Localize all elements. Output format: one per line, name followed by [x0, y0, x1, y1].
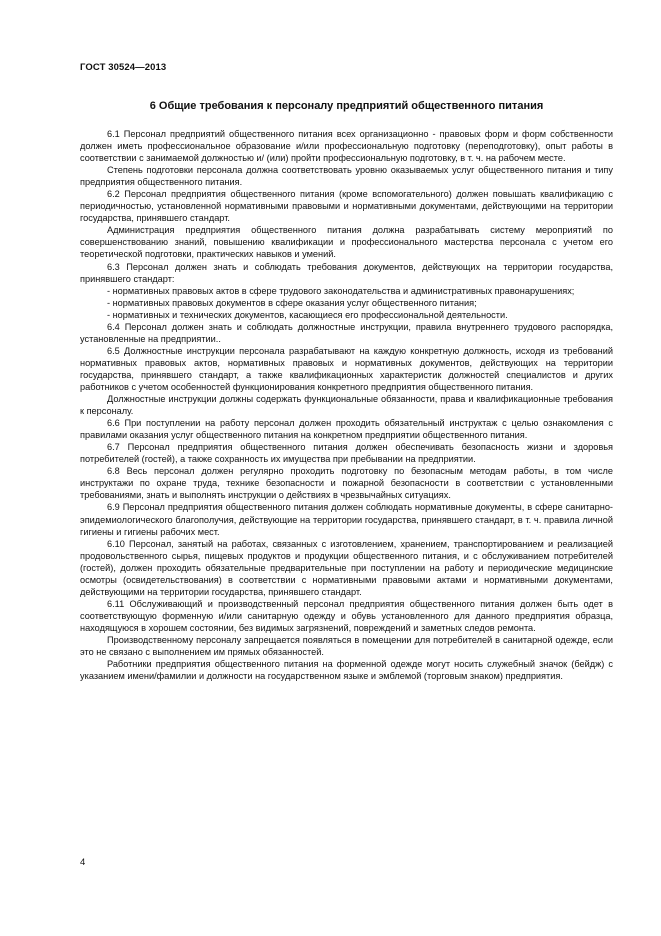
- list-item: - нормативных и технических документов, касающиеся его профессиональной деятельности.: [107, 309, 508, 320]
- paragraph: 6.10 Персонал, занятый на работах, связанных с изготовлением, хранением, транспортированием и реализацией продовольственного сырья, пищевых продуктов и продукции общественного питания, и с обслуживанием потребителей (гостей), должен проходить обязательные предварительные при поступлении на работу и периодические медицинские осмотры (освидетельствования) в соответствии с нормативными правовыми актами и нормативными документами, действующими на территории государства, принявшего стандарт.: [80, 538, 613, 597]
- paragraph: Производственному персоналу запрещается появляться в помещении для потребителей в санитарной одежде, если это не связано с выполнением им прямых обязанностей.: [80, 634, 613, 658]
- paragraph: Должностные инструкции должны содержать функциональные обязанности, права и квалификационные требования к персоналу.: [80, 394, 613, 417]
- paragraph: Степень подготовки персонала должна соответствовать уровню оказываемых услуг общественного питания и типу предприятия общественного питания.: [80, 165, 613, 188]
- paragraph: 6.5 Должностные инструкции персонала разрабатывают на каждую конкретную должность, исходя из требований нормативных правовых актов, нормативных правовых и нормативных документов, действующих на территории государства, принявшего стандарт, а также квалификационных характеристик должностей специалистов и других работников с учетом особенностей функционирования конкретного предприятия общественного питания.: [80, 345, 613, 392]
- paragraph: 6.1 Персонал предприятий общественного питания всех организационно - правовых форм и форм собственности должен иметь профессиональное образование и/или профессиональную подготовку (переподготовку), опыт работы в соответствии с занимаемой должностью и/ (или) пройти профессиональную подготовку, в т. ч. на рабочем месте.: [80, 129, 613, 164]
- list-item: - нормативных правовых документов в сфере оказания услуг общественного питания;: [107, 297, 477, 308]
- paragraph: 6.3 Персонал должен знать и соблюдать требования документов, действующих на территории государства, принявшего стандарт:: [80, 261, 613, 284]
- document-header: ГОСТ 30524—2013: [80, 62, 167, 73]
- paragraph: 6.7 Персонал предприятия общественного питания должен обеспечивать безопасность жизни и здоровья потребителей (гостей), а также сохранность их имущества при пребывании на предприятии.: [80, 442, 613, 465]
- paragraph: Администрация предприятия общественного питания должна разрабатывать систему мероприятий по совершенствованию знаний, повышению квалификации и профессионального мастерства персонала с учетом его теоретической подготовки, практических навыков и умений.: [80, 225, 613, 260]
- paragraph: 6.11 Обслуживающий и производственный персонал предприятия общественного питания должен быть одет в соответствующую форменную и/или санитарную одежду и обувь установленного для данного предприятия образца, находящуюся в хорошем состоянии, без видимых загрязнений, повреждений и заметных следов ремонта.: [80, 598, 613, 633]
- paragraph: 6.9 Персонал предприятия общественного питания должен соблюдать нормативные документы, в сфере санитарно-эпидемиологического благополучия, действующие на территории государства, принявшего стандарт, в т. ч. правила личной гигиены и гигиены рабочих мест.: [80, 502, 613, 537]
- paragraph: 6.4 Персонал должен знать и соблюдать должностные инструкции, правила внутреннего трудового распорядка, установленные на предприятии..: [80, 321, 613, 344]
- paragraph: 6.8 Весь персонал должен регулярно проходить подготовку по безопасным методам работы, в том числе инструктажи по охране труда, технике безопасности и пожарной безопасности в соответствии с установленными требованиями, знать и выполнять инструкции о действиях в чрезвычайных ситуациях.: [80, 466, 613, 501]
- paragraph: 6.6 При поступлении на работу персонал должен проходить обязательный инструктаж с целью ознакомления с правилами оказания услуг общественного питания на конкретном предприятии общественного питания.: [80, 418, 613, 441]
- document-body: [80, 128, 613, 682]
- section-title: 6 Общие требования к персоналу предприятий общественного питания: [149, 100, 544, 112]
- paragraph: Работники предприятия общественного питания на форменной одежде могут носить служебный значок (бейдж) с указанием имени/фамилии и должности на государственном языке и эмблемой (торговым знаком) предприятия.: [80, 659, 613, 682]
- list-item: - нормативных правовых актов в сфере трудового законодательства и административных правонарушениях;: [107, 285, 575, 296]
- page-number: 4: [80, 857, 86, 868]
- paragraph: 6.2 Персонал предприятия общественного питания (кроме вспомогательного) должен повышать квалификацию с периодичностью, установленной нормативными правовыми и нормативными документами, действующими на территории государства, принявшего стандарт.: [80, 189, 613, 224]
